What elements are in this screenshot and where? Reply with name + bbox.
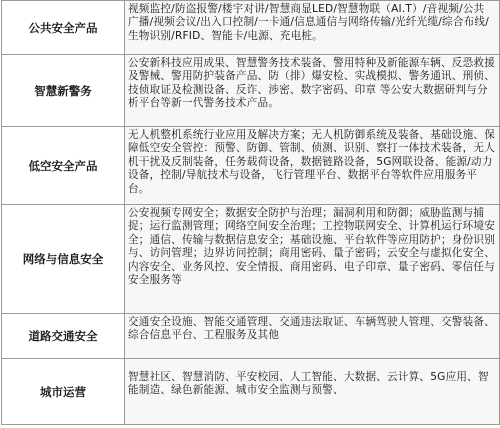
category-label: 公共安全产品 — [2, 1, 125, 54]
category-content: 交通安全设施、智能交通管理、交通违法取证、车辆驾驶人管理、交警装备、综合信息平台、工程服务及其他 — [125, 314, 499, 358]
category-content: 无人机整机系统行业应用及解决方案；无人机防御系统及装备、基础设施、保障低空安全管控：预警、防御、管制、侦测、识别、察打一体技术装备，无人机干扰及反制装备，任务载荷设备，数据链路设备，5G网联设备、能源/动力设备，控制/导航技术与设备，飞行管理平台、数据平台等软件应用服务平台。 — [125, 127, 499, 204]
product-category-table — [1, 0, 500, 425]
category-content: 公安新科技应用成果、智慧警务技术装备、警用特种及新能源车辆、反恐救援及警械、警用防护装备产品、防（排）爆安检、实战模拟、警务通讯、刑侦、技侦取证及检测设备、反诈、涉密、数字密码、印章 等公安大数据研判与分析平台等新一代警务技术产品。 — [125, 55, 499, 126]
table-row — [2, 359, 499, 425]
category-label: 网络与信息安全 — [2, 205, 125, 313]
category-label: 低空安全产品 — [2, 127, 125, 204]
category-content: 公安视频专网安全；数据安全防护与治理；漏洞利用和防御；威胁监测与捕捉；运行监测管理；网络空间安全治理；工控物联网安全、计算机运行环境安全；通信、传输与数据信息安全；基础设施、平台软件等应用防护；身份识别与、访问管理；边界访问控制；商用密码、量子密码；云安全与虚拟化安全、内容安全、业务风控、安全情报、商用密码、电子印章、量子密码、零信任与安全服务等 — [125, 205, 499, 313]
table-row — [2, 314, 499, 359]
category-content: 智慧社区、智慧消防、平安校园、人工智能、大数据、云计算、5G应用、智能制造、绿色新能源、城市安全监测与预警、 — [125, 359, 499, 424]
table-row — [2, 127, 499, 205]
table-row — [2, 55, 499, 127]
table-row — [2, 205, 499, 314]
category-content: 视频监控/防盗报警/楼宇对讲/智慧商显LED/智慧物联（AI.T）/音视频/公共广播/视频会议/出入口控制/一卡通/信息通信与网络传输/光纤光缆/综合布线/生物识别/RFID、智能卡/电源、充电桩。 — [125, 1, 499, 54]
category-label: 智慧新警务 — [2, 55, 125, 126]
table-row — [2, 0, 499, 55]
category-label: 道路交通安全 — [2, 314, 125, 358]
category-label: 城市运营 — [2, 359, 125, 424]
